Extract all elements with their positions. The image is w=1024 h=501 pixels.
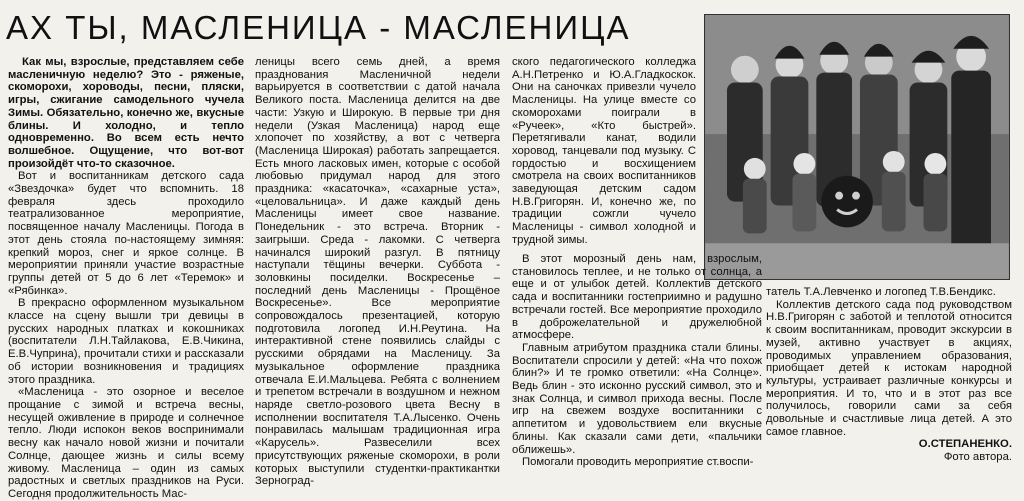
paragraph: Главным атрибутом праздника стали блины. Воспитатели спросили у детей: «На что похож блин?» И те громко ответили: «На Солнце». Ведь блин - это исконно русский символ, это и знак Солнца, и символ прихода весны. После игр на свежем воздухе воспитанники с аппетитом и удовольствием ели вкусные блины. Как сказали сами дети, «пальчики оближешь».: [512, 341, 762, 456]
paragraph: «Масленица - это озорное и веселое прощание с зимой и встреча весны, несущей оживление в природе и солнечное тепло. Люди испокон веков воспринимали весну как начало новой жизни и почитали Солнце, дающее жизнь и силы всему живому. Масленица – один из самых радостных и светлых праздников на Руси. Сегодня продолжительность Мас-: [8, 386, 244, 500]
lead-paragraph: Как мы, взрослые, представляем себе масленичную неделю? Это - ряженые, скоморохи, хороводы, песни, пляски, игры, сжигание самодельного чучела Зимы. Обязательно, конечно же, вкусные блины. И холодно, и тепло одновременно. Во всем есть нечто волшебное. Ощущение, что вот-вот произойдёт что-то сказочное.: [8, 56, 244, 170]
paragraph: Коллектив детского сада под руководством Н.В.Григорян с заботой и теплотой относится к своим воспитанникам, проводит экскурсии в музей, активно участвует в акциях, проводимых управлением образования, приобщает детей к истокам народной культуры, устраивает различные конкурсы и мероприятия. И то, что и в этот раз все получилось, говорили сами за себя довольные и счастливые лица детей. А это самое главное.: [766, 298, 1012, 438]
paragraph: леницы всего семь дней, а время празднования Масленичной недели варьируется в соответствии с датой начала Великого поста. Масленица делится на две части: Узкую и Широкую. В первые три дня недели (Узкая Масленица) народ еще хлопочет по хозяйству, а вот с четверга (Масленица Широкая) работать запрещается. Есть много ласковых имен, которые с особой любовью придумал народ для этого праздника: «касаточка», «сахарные уста», «целовальница». И даже каждый день Масленицы имеет свое название. Понедельник - это встреча. Вторник - заигрыши. Среда - лакомки. С четверга начинался широкий разгул. В пятницу наступали тёщины вечерки. Суббота - золовкины посиделки. Воскресенье – последний день Масленицы - Прощёное Воскресенье». Все мероприятие сопровождалось презентацией, которую подготовила логопед И.Н.Реутина. На интерактивной стене появились слайды с русскими обрядами на Масленицу. За музыкальное оформление праздника отвечала Е.И.Мальцева. Ребята с волнением и трепетом встречали в воздушном и нежном наряде светло-розового цвета Весну в исполнении воспитателя Т.А.Лысенко. Очень понравилась малышам традиционная игра «Карусель». Развеселили всех присутствующих ряженые скоморохи, в роли которых выступили студентки-практикантки Зерноград-: [255, 56, 500, 488]
column-2: [255, 56, 500, 488]
paragraph: татель Т.А.Левченко и логопед Т.В.Бендикс.: [766, 286, 996, 298]
author-signature: О.СТЕПАНЕНКО.: [918, 438, 1012, 451]
column-3-top: [512, 56, 696, 246]
paragraph: В прекрасно оформленном музыкальном классе на сцену вышли три девицы в русских народных платках и кокошниках (воспитатели Л.Н.Тайлакова, Е.В.Чикина, Е.В.Чуприна), прочитали стихи и рассказали об истории возникновения и традициях этого праздника.: [8, 297, 244, 386]
column-1: [8, 56, 244, 500]
column-3-bottom: [512, 253, 762, 469]
column-4: [766, 286, 1012, 464]
group-photo-image: [705, 15, 1009, 279]
paragraph: Помогали проводить мероприятие ст.воспи-: [522, 456, 754, 469]
paragraph: Вот и воспитанникам детского сада «Звездочка» будет что вспомнить. 18 февраля здесь проходило театрализованное мероприятие, посвященное началу Масленицы. Погода в этот день стояла по-настоящему зимняя: крепкий мороз, снег и яркое солнце. В мероприятии приняли участие возрастные группы детей от 5 до 6 лет «Теремок» и «Рябинка».: [8, 170, 244, 297]
photo-credit: Фото автора.: [943, 451, 1012, 464]
article-title: АХ ТЫ, МАСЛЕНИЦА - МАСЛЕНИЦА: [6, 9, 631, 46]
article-photo: [704, 14, 1010, 280]
paragraph: В этот морозный день нам, взрослым, становилось теплее, и не только от солнца, а еще и от улыбок детей. Коллектив детского сада и воспитанники гостеприимно и радушно встречали гостей. Все мероприятие проходило в доброжелательной и дружелюбной атмосфере.: [512, 253, 762, 342]
paragraph: ского педагогического колледжа А.Н.Петренко и Ю.А.Гладкоскок. Они на саночках привезли чучело Масленицы. На улице вместе со скоморохами поиграли в «Ручеек», «Кто быстрей». Перетягивали канат, водили хоровод, танцевали под музыку. С гордостью и восхищением смотрела на своих воспитанников заведующая детским садом Н.В.Григорян. И, конечно же, по традиции сожгли чучело Масленицы - символ холодной и трудной зимы.: [512, 56, 696, 246]
